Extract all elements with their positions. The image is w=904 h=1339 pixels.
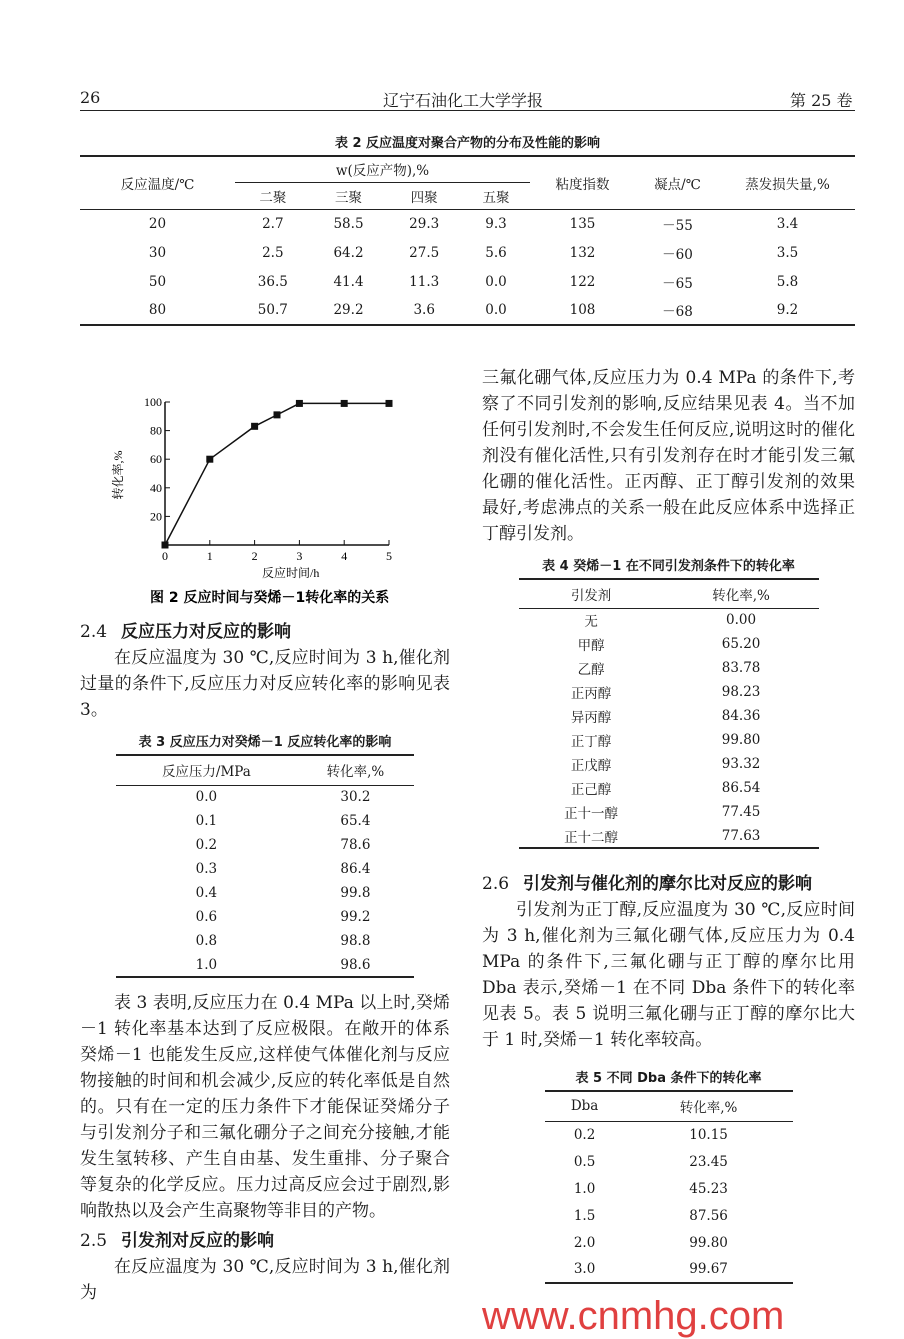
- table-row: [80, 238, 855, 267]
- table-cell: 99.80: [689, 1234, 728, 1251]
- table-cell: 86.54: [721, 780, 761, 796]
- table-cell: 0.2: [573, 1126, 596, 1143]
- table-row: [80, 296, 855, 325]
- table-row: [545, 1148, 793, 1175]
- table-cell: 23.45: [689, 1153, 728, 1170]
- x-tick-label: 2: [251, 549, 258, 563]
- y-tick-label: 80: [150, 423, 162, 438]
- table-cell: 5.6: [485, 244, 507, 261]
- x-tick-label: 4: [341, 549, 348, 563]
- table-row: [519, 824, 819, 848]
- table-cell: 0.0: [485, 273, 507, 290]
- watermark: www.cnmhg.com: [482, 1294, 785, 1338]
- table-cell: 65.4: [340, 813, 371, 829]
- table-cell: －65: [662, 275, 693, 292]
- x-tick-label: 0: [162, 549, 168, 563]
- data-point: [162, 542, 169, 549]
- table-cell: 132: [569, 244, 596, 261]
- table-cell: 1.0: [195, 956, 218, 973]
- table-row: [519, 632, 819, 656]
- y-tick-label: 20: [150, 509, 162, 524]
- table-row: [519, 800, 819, 824]
- y-tick-label: 60: [150, 452, 162, 467]
- table-cell: 64.2: [333, 244, 364, 261]
- section-number: 2.6: [482, 874, 510, 894]
- table-cell: 99.80: [721, 732, 761, 748]
- table-cell: 正十一醇: [564, 806, 619, 822]
- table-cell: 正十二醇: [564, 829, 619, 846]
- table-cell: 41.4: [333, 273, 364, 290]
- table-cell: 正丁醇: [570, 734, 612, 750]
- table-cell: 99.67: [689, 1261, 728, 1277]
- table-cell: 93.32: [721, 756, 761, 772]
- section-2-6-paragraph: [482, 897, 855, 1053]
- table-row: [545, 1121, 793, 1148]
- table-cell: 正戊醇: [570, 758, 612, 774]
- table-row: [519, 656, 819, 680]
- table-cell: 27.5: [409, 244, 440, 261]
- data-point: [296, 400, 303, 407]
- table-cell: 甲醇: [577, 638, 605, 654]
- table-cell: 50: [148, 273, 167, 290]
- table-cell: 45.23: [689, 1180, 728, 1197]
- figure2-chart: [100, 385, 430, 615]
- table-cell: 3.5: [776, 244, 799, 261]
- data-point: [206, 456, 213, 463]
- table4: [519, 578, 819, 849]
- chart-title: 图 2 反应时间与癸烯－1转化率的关系: [150, 590, 390, 606]
- table-cell: 83.78: [721, 660, 761, 676]
- table-row: [519, 680, 819, 704]
- col-initiator: 引发剂: [570, 587, 612, 604]
- y-axis-label: 转化率,%: [111, 450, 125, 500]
- table-cell: 0.1: [195, 813, 218, 829]
- table-row: [519, 752, 819, 776]
- table-cell: 98.8: [340, 933, 371, 949]
- table-row: [116, 785, 414, 809]
- table-cell: 36.5: [257, 273, 288, 290]
- table-cell: 0.2: [195, 837, 218, 853]
- col-tetramer: 四聚: [410, 189, 438, 206]
- table-cell: 5.8: [776, 273, 799, 290]
- journal-name: 辽宁石油化工大学学报: [383, 91, 544, 110]
- section-number: 2.5: [80, 1231, 108, 1251]
- col-group: w(反应产物),%: [235, 156, 530, 182]
- table-cell: 3.0: [573, 1261, 596, 1277]
- y-tick-label: 100: [144, 395, 162, 409]
- table-row: [519, 608, 819, 632]
- data-point: [341, 400, 348, 407]
- table-row: [116, 953, 414, 977]
- right-column: [482, 365, 855, 1339]
- section-title: 引发剂对反应的影响: [121, 1231, 275, 1251]
- table5: [545, 1090, 793, 1284]
- table-cell: 9.3: [485, 215, 507, 232]
- table-cell: 1.0: [573, 1180, 596, 1197]
- table-cell: 135: [569, 215, 596, 232]
- col-evap: 蒸发损失量,%: [745, 176, 830, 193]
- col-conversion: 转化率,%: [326, 764, 385, 781]
- table2-caption: 表 2 反应温度对聚合产物的分布及性能的影响: [334, 136, 601, 151]
- table-cell: 乙醇: [577, 662, 605, 678]
- table-cell: 0.00: [726, 612, 757, 629]
- section-title: 引发剂与催化剂的摩尔比对反应的影响: [523, 874, 813, 894]
- table-row: [545, 1256, 793, 1283]
- section-2-4-heading: [80, 619, 450, 645]
- table5-caption: 表 5 不同 Dba 条件下的转化率: [575, 1071, 762, 1086]
- table-cell: 108: [569, 302, 596, 318]
- table-cell: 10.15: [689, 1126, 728, 1143]
- table-cell: 99.2: [340, 909, 371, 925]
- table3-caption: 表 3 反应压力对癸烯－1 反应转化率的影响: [138, 735, 392, 750]
- section-2-4-paragraph: [80, 645, 450, 723]
- data-point: [274, 411, 281, 418]
- table-cell: 无: [584, 614, 598, 631]
- data-point: [251, 423, 258, 430]
- table-cell: 86.4: [340, 861, 371, 877]
- table-cell: 3.4: [776, 215, 799, 232]
- col-pressure: 反应压力/MPa: [161, 764, 251, 781]
- table-cell: 78.6: [340, 837, 371, 853]
- table-cell: －55: [662, 217, 693, 234]
- col-pour: 凝点/℃: [654, 176, 701, 193]
- x-tick-label: 1: [206, 549, 213, 563]
- table-row: [116, 929, 414, 953]
- table3: [116, 754, 414, 978]
- header-rule: [80, 110, 855, 111]
- section-2-5-heading: [80, 1228, 450, 1254]
- table-cell: 异丙醇: [570, 710, 612, 726]
- table-row: [80, 267, 855, 296]
- table-cell: 0.0: [485, 302, 507, 318]
- paragraph: 在反应温度为 30 ℃,反应时间为 3 h,催化剂过量的条件下,反应压力对反应转化率的影响见表 3。: [80, 648, 450, 720]
- x-tick-label: 3: [296, 549, 303, 563]
- table-cell: 2.5: [262, 244, 284, 261]
- table4-caption: 表 4 癸烯－1 在不同引发剂条件下的转化率: [542, 559, 795, 574]
- table3-discussion: [80, 990, 450, 1224]
- x-axis-label: 反应时间/h: [262, 566, 320, 580]
- table-cell: 正己醇: [570, 782, 612, 798]
- table-cell: 3.6: [413, 302, 435, 318]
- table-row: [116, 833, 414, 857]
- col-conversion: 转化率,%: [712, 587, 770, 604]
- page-number: 26: [80, 88, 101, 107]
- table-row: [545, 1229, 793, 1256]
- table-row: [545, 1202, 793, 1229]
- table-cell: 11.3: [409, 273, 440, 290]
- series-line: [165, 403, 389, 545]
- table-cell: －68: [662, 304, 693, 320]
- table-cell: 30.2: [340, 789, 371, 806]
- col-conversion: 转化率,%: [679, 1100, 738, 1117]
- table-cell: 87.56: [689, 1207, 728, 1224]
- col-dba: Dba: [570, 1098, 599, 1115]
- paragraph: 在反应温度为 30 ℃,反应时间为 3 h,催化剂为: [80, 1257, 450, 1303]
- section-2-6-heading: [482, 871, 855, 897]
- col-dimer: 二聚: [259, 189, 287, 206]
- table-cell: 77.45: [721, 804, 761, 820]
- left-column: [80, 385, 450, 1306]
- section-2-5-paragraph-cont: [482, 365, 855, 547]
- table-row: [519, 776, 819, 800]
- table-cell: 29.3: [409, 215, 440, 232]
- paragraph: 三氟化硼气体,反应压力为 0.4 MPa 的条件下,考察了不同引发剂的影响,反应结果见表 4。当不加任何引发剂时,不会发生任何反应,说明这时的催化剂没有催化活性,只有引发剂存在时才能引发三氟化硼的催化活性。正丙醇、正丁醇引发剂的效果最好,考虑沸点的关系一般在此反应体系中选择正丁醇引发剂。: [482, 368, 855, 544]
- col-viscosity: 粘度指数: [555, 176, 610, 193]
- volume: 第 25 卷: [790, 91, 853, 110]
- col-temp: 反应温度/℃: [120, 176, 195, 193]
- table-cell: 58.5: [333, 215, 364, 232]
- table-cell: 122: [569, 273, 596, 290]
- table-cell: 1.5: [573, 1207, 596, 1224]
- table-cell: 29.2: [333, 302, 364, 318]
- section-number: 2.4: [80, 622, 108, 642]
- table-row: [80, 209, 855, 238]
- table-cell: 77.63: [721, 827, 761, 844]
- table-cell: 9.2: [776, 302, 799, 318]
- table-cell: 50.7: [257, 302, 288, 318]
- table-cell: 2.7: [262, 215, 284, 232]
- table-cell: 正丙醇: [570, 686, 612, 702]
- table-row: [116, 857, 414, 881]
- table-row: [116, 881, 414, 905]
- table-row: [519, 704, 819, 728]
- col-trimer: 三聚: [335, 189, 362, 206]
- table-cell: 0.0: [195, 789, 218, 806]
- table-cell: 65.20: [721, 636, 761, 652]
- section-title: 反应压力对反应的影响: [121, 622, 292, 642]
- table-cell: －60: [662, 246, 693, 263]
- table-cell: 80: [148, 302, 167, 318]
- table-cell: 20: [148, 215, 167, 232]
- table-cell: 84.36: [721, 708, 761, 724]
- table2-block: [80, 124, 855, 326]
- paragraph: 引发剂为正丁醇,反应温度为 30 ℃,反应时间为 3 h,催化剂为三氟化硼气体,反应压力为 0.4 MPa 的条件下,三氟化硼与正丁醇的摩尔比用 Dba 表示,癸烯－1 在不同 Dba 条件下的转化率见表 5。表 5 说明三氟化硼与正丁醇的摩尔比大于 1 时,癸烯－1 转化率较高。: [482, 900, 855, 1050]
- table-cell: 0.8: [195, 933, 218, 949]
- table-cell: 99.8: [340, 885, 371, 901]
- table-cell: 98.6: [340, 956, 371, 973]
- paragraph: 表 3 表明,反应压力在 0.4 MPa 以上时,癸烯－1 转化率基本达到了反应极限。在敞开的体系癸烯－1 也能发生反应,这样使气体催化剂与反应物接触的时间和机会减少,反应的转化率低是自然的。只有在一定的压力条件下才能保证癸烯分子与引发剂分子和三氟化硼分子之间充分接触,才能发生氢转移、产生自由基、发生重排、分子聚合等复杂的化学反应。压力过高反应会过于剧烈,影响散热以及会产生高聚物等非目的产物。: [80, 993, 450, 1221]
- table-cell: 98.23: [721, 684, 761, 700]
- table-row: [519, 728, 819, 752]
- table-cell: 0.4: [195, 885, 218, 901]
- x-tick-label: 5: [386, 549, 392, 563]
- col-pentamer: 五聚: [482, 189, 510, 206]
- table-cell: 30: [148, 244, 167, 261]
- y-tick-label: 40: [150, 480, 162, 495]
- table-cell: 0.3: [195, 861, 218, 877]
- table-row: [116, 809, 414, 833]
- data-point: [386, 400, 393, 407]
- table2: [80, 155, 855, 326]
- table-cell: 0.6: [195, 909, 218, 925]
- table-cell: 2.0: [573, 1234, 596, 1251]
- table-row: [116, 905, 414, 929]
- table-cell: 0.5: [573, 1153, 596, 1170]
- table-row: [545, 1175, 793, 1202]
